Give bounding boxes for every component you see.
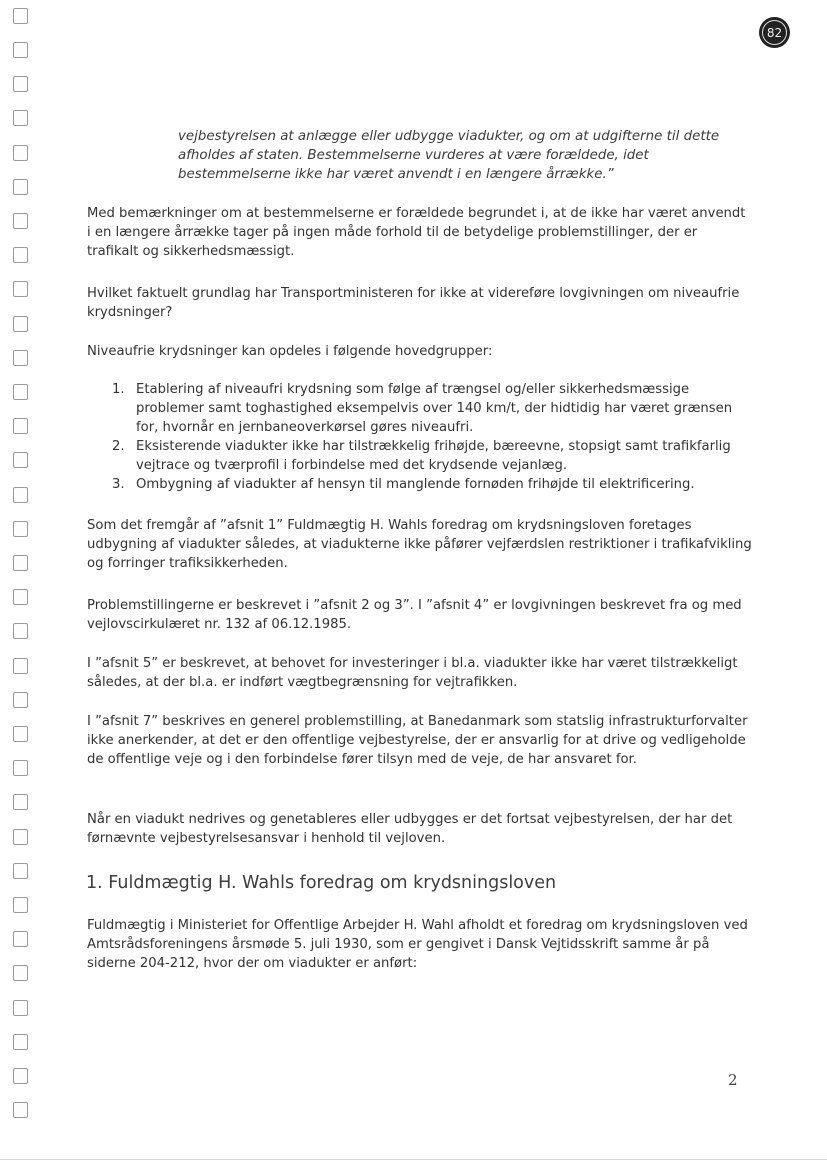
- binder-hole: [13, 1000, 28, 1016]
- binder-hole: [13, 42, 28, 58]
- binder-hole: [13, 179, 28, 195]
- list-text: Ombygning af viadukter af hensyn til manglende fornøden frihøjde til elektrificering.: [136, 477, 695, 492]
- binder-hole: [13, 350, 28, 366]
- paragraph: Niveaufrie krydsninger kan opdeles i følgende hovedgrupper:: [87, 344, 493, 359]
- binder-hole: [13, 863, 28, 879]
- block-quote: [178, 127, 738, 184]
- binder-hole: [13, 384, 28, 400]
- quote-line: vejbestyrelsen at anlægge eller udbygge viadukter, og om at udgifterne til dette: [178, 129, 720, 144]
- binder-hole: [13, 8, 28, 24]
- binder-hole: [13, 281, 28, 297]
- section-heading: 1. Fuldmægtig H. Wahls foredrag om krydsningsloven: [86, 873, 557, 893]
- paragraph: Som det fremgår af ”afsnit 1” Fuldmægtig H. Wahls foredrag om krydsningsloven foretages udbygning af viadukter således, at viadukterne ikke påfører vejfærdslen restriktioner i trafikafvikling og forringer trafiksikkerheden.: [87, 518, 752, 571]
- paragraph: I ”afsnit 5” er beskrevet, at behovet for investeringer i bl.a. viadukter ikke har været tilstrækkeligt således, at der bl.a. er indført vægtbegrænsning for vejtrafikken.: [87, 656, 738, 690]
- list-item: [108, 437, 748, 475]
- bottom-rule: [0, 1159, 827, 1160]
- binder-hole: [13, 145, 28, 161]
- binder-hole: [13, 829, 28, 845]
- quote-line: bestemmelserne ikke har været anvendt i en længere årrække.”: [178, 167, 614, 182]
- binder-hole: [13, 623, 28, 639]
- binder-hole: [13, 452, 28, 468]
- binder-hole: [13, 247, 28, 263]
- paragraph: Med bemærkninger om at bestemmelserne er forældede begrundet i, at de ikke har været anvendt i en længere årrække tager på ingen måde forhold til de betydelige problemstillinger, der er trafikalt og sikkerhedsmæssigt.: [87, 206, 746, 259]
- page-stamp: [759, 17, 790, 48]
- binder-hole: [13, 1102, 28, 1118]
- list-number: 3.: [112, 477, 125, 492]
- paragraph: Hvilket faktuelt grundlag har Transportministeren for ikke at videreføre lovgivningen om niveaufrie krydsninger?: [87, 286, 740, 320]
- binder-hole: [13, 110, 28, 126]
- binder-hole: [13, 760, 28, 776]
- binder-hole: [13, 213, 28, 229]
- binder-hole: [13, 965, 28, 981]
- paragraph: Problemstillingerne er beskrevet i ”afsnit 2 og 3”. I ”afsnit 4” er lovgivningen beskrevet fra og med vejlovscirkulæret nr. 132 af 06.12.1985.: [87, 598, 742, 632]
- list-item: [108, 380, 748, 437]
- binder-hole: [13, 316, 28, 332]
- binder-hole: [13, 589, 28, 605]
- binder-hole: [13, 1034, 28, 1050]
- binder-hole: [13, 555, 28, 571]
- binder-hole: [13, 726, 28, 742]
- numbered-list: [108, 380, 748, 494]
- binder-hole: [13, 418, 28, 434]
- binder-hole: [13, 794, 28, 810]
- list-text: Etablering af niveaufri krydsning som følge af trængsel og/eller sikkerhedsmæssige problemer samt toghastighed eksempelvis over 140 km/t, der hidtidig har været grænsen for, hvornår en jernbaneoverkørsel gøres niveaufri.: [136, 382, 733, 435]
- list-number: 2.: [112, 439, 125, 454]
- list-text: Eksisterende viadukter ikke har tilstrækkelig frihøjde, bæreevne, stopsigt samt trafikfarlig vejtrace og tværprofil i forbindelse med det krydsende vejanlæg.: [136, 439, 731, 473]
- binder-hole: [13, 897, 28, 913]
- binder-hole: [13, 1068, 28, 1084]
- binder-hole: [13, 658, 28, 674]
- binder-hole: [13, 931, 28, 947]
- quote-line: afholdes af staten. Bestemmelserne vurderes at være forældede, idet: [178, 148, 649, 163]
- page-stamp-number: 82: [762, 20, 787, 45]
- paragraph: Fuldmægtig i Ministeriet for Offentlige Arbejder H. Wahl afholdt et foredrag om krydsningsloven ved Amtsrådsforeningens årsmøde 5. juli 1930, som er gengivet i Dansk Vejtidsskrift samme år på siderne 204-212, hvor der om viadukter er anført:: [87, 918, 748, 971]
- paragraph: Når en viadukt nedrives og genetableres eller udbygges er det fortsat vejbestyrelsen, der har det førnævnte vejbestyrelsesansvar i henhold til vejloven.: [87, 812, 733, 846]
- binder-hole: [13, 487, 28, 503]
- page-number: 2: [728, 1071, 738, 1089]
- binder-hole: [13, 521, 28, 537]
- list-number: 1.: [112, 382, 125, 397]
- binder-hole: [13, 76, 28, 92]
- binder-hole: [13, 692, 28, 708]
- paragraph: I ”afsnit 7” beskrives en generel problemstilling, at Banedanmark som statslig infrastrukturforvalter ikke anerkender, at det er den offentlige vejbestyrelse, der er ansvarlig for at drive og vedligeholde de offentlige veje og i den forbindelse fører tilsyn med de veje, de har ansvaret for.: [87, 714, 748, 767]
- list-item: [108, 475, 748, 494]
